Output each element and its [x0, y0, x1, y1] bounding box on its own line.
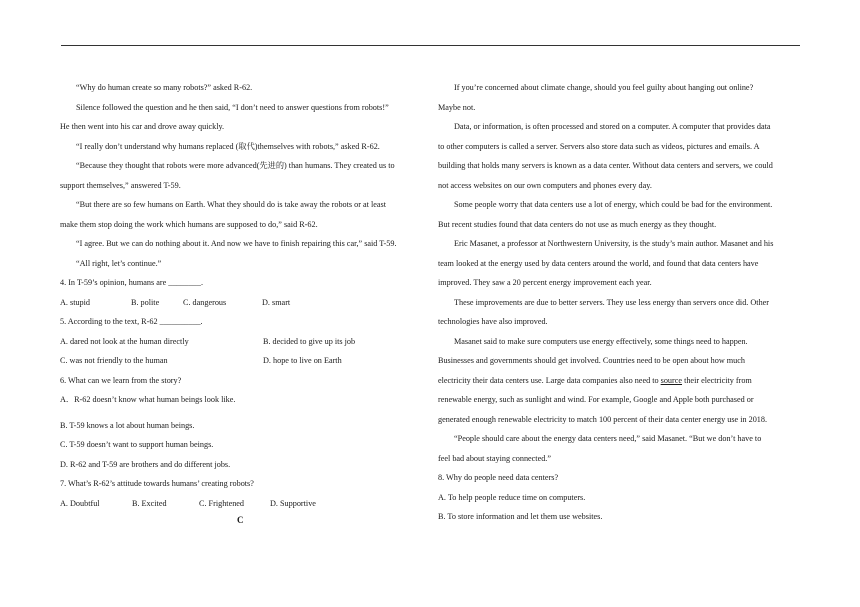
header-rule	[61, 45, 800, 46]
paragraph-line: building that holds many servers is known as a data center. Without data centers and servers, we could	[438, 161, 773, 170]
option-b: B. To store information and let them use websites.	[438, 512, 603, 521]
paragraph-line: generated enough renewable electricity to match 100 percent of their data center energy use in 2018.	[438, 414, 768, 424]
underlined-word: source	[660, 375, 683, 385]
paragraph: If you’re concerned about climate change, should you feel guilty about hanging out online?	[454, 83, 754, 92]
left-column	[60, 78, 422, 513]
option-a: A. Doubtful	[60, 498, 100, 508]
option-b: B. decided to give up its job	[263, 336, 356, 346]
paragraph: “All right, let’s continue.”	[76, 258, 162, 268]
option-c: C. Frightened	[199, 498, 245, 508]
option-a: A. To help people reduce time on computers.	[438, 492, 586, 502]
paragraph: “I agree. But we can do nothing about it. And now we have to finish repairing this car,” said T-59.	[76, 239, 397, 248]
question-5-options-row-2	[60, 351, 422, 371]
paragraph-line: renewable energy, such as sunlight and wind. For example, Google and Apple both purchased or	[438, 395, 754, 404]
paragraph-line: feel bad about staying connected.”	[438, 453, 551, 463]
paragraph: Data, or information, is often processed and stored on a computer. A computer that provides data	[454, 122, 771, 131]
option-d: D. smart	[262, 297, 291, 307]
option-b: B. Excited	[132, 498, 167, 508]
paragraph-line: He then went into his car and drove away quickly.	[60, 122, 225, 131]
paragraph-line: team looked at the energy used by data centers around the world, and found that data centers have	[438, 258, 759, 268]
question-6: 6. What can we learn from the story?	[60, 375, 182, 385]
question-7: 7. What’s R-62’s attitude towards humans’ creating robots?	[60, 479, 254, 488]
option-c: C. dangerous	[183, 297, 227, 307]
option-a: A．R-62 doesn’t know what human beings look like.	[60, 395, 236, 404]
question-4-options	[60, 293, 422, 313]
text-run: electricity their data centers use. Large data companies also need to	[438, 375, 661, 385]
paragraph-line: Businesses and governments should get involved. Countries need to be open about how much	[438, 356, 745, 365]
paragraph-line: But recent studies found that data centers do not use as much energy as they thought.	[438, 219, 717, 229]
paragraph: “Why do human create so many robots?” asked R-62.	[76, 83, 253, 92]
paragraph: Eric Masanet, a professor at Northwestern University, is the study’s main author. Masanet and his	[454, 239, 774, 248]
option-d: D. Supportive	[270, 498, 316, 508]
option-b: B. T-59 knows a lot about human beings.	[60, 420, 195, 430]
option-a: A. stupid	[60, 297, 91, 307]
paragraph: “Because they thought that robots were more advanced(先进的) than humans. They created us to	[76, 161, 395, 170]
option-b: B. polite	[131, 297, 160, 307]
text-run: their electricity from	[682, 375, 752, 385]
option-a: A. dared not look at the human directly	[60, 336, 189, 346]
section-marker: C	[237, 515, 244, 525]
paragraph-line: not access websites on our own computers and phones every day.	[438, 180, 652, 190]
paragraph-line: support themselves,” answered T-59.	[60, 180, 181, 190]
question-4: 4. In T-59’s opinion, humans are ________.	[60, 278, 204, 287]
paragraph: Silence followed the question and he then said, “I don’t need to answer questions from robots!”	[76, 102, 389, 112]
paragraph-line	[438, 371, 800, 391]
paragraph-line: to other computers is called a server. Servers also store data such as videos, pictures and emails. A	[438, 141, 760, 151]
question-5: 5. According to the text, R-62 __________.	[60, 317, 203, 326]
question-5-options-row-1	[60, 332, 422, 352]
option-c: C. was not friendly to the human	[60, 356, 168, 365]
paragraph-line: Maybe not.	[438, 102, 476, 112]
question-8: 8. Why do people need data centers?	[438, 473, 559, 482]
paragraph-line: improved. They saw a 20 percent energy improvement each year.	[438, 278, 652, 287]
option-d: D. R-62 and T-59 are brothers and do different jobs.	[60, 459, 231, 469]
option-c: C. T-59 doesn’t want to support human beings.	[60, 440, 214, 449]
paragraph: Some people worry that data centers use a lot of energy, which could be bad for the environment.	[454, 200, 773, 209]
paragraph-line: make them stop doing the work which humans are supposed to do,” said R-62.	[60, 219, 318, 229]
paragraph: “People should care about the energy data centers need,” said Masanet. “But we don’t have to	[454, 434, 762, 443]
paragraph: “But there are so few humans on Earth. What they should do is take away the robots or at least	[76, 200, 386, 209]
paragraph-line: technologies have also improved.	[438, 317, 548, 326]
paragraph: Masanet said to make sure computers use energy effectively, some things need to happen.	[454, 336, 748, 346]
paragraph: “I really don’t understand why humans replaced (取代)themselves with robots,” asked R-62.	[76, 141, 380, 151]
option-d: D. hope to live on Earth	[263, 356, 342, 365]
question-7-options	[60, 494, 422, 514]
paragraph: These improvements are due to better servers. They use less energy than servers once did. Other	[454, 297, 770, 307]
right-column	[438, 78, 800, 527]
